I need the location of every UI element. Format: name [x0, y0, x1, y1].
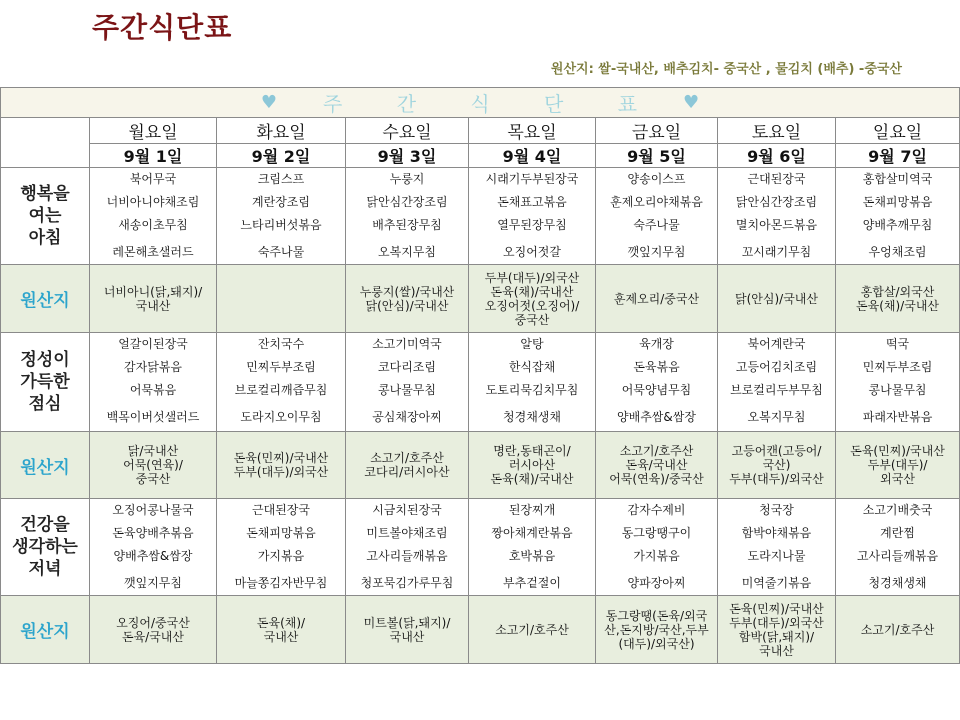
dish-item: 민찌두부조림	[862, 360, 933, 374]
dish-item: 홍합살미역국	[862, 172, 933, 186]
origin-cell: 소고기/호주산 돈육/국내산 어묵(연육)/중국산	[596, 432, 718, 499]
dish-item: 소고기미역국	[372, 337, 442, 351]
day-name: 화요일	[217, 118, 346, 144]
dish-item: 우엉채조림	[868, 245, 927, 259]
day-name: 목요일	[469, 118, 596, 144]
origin-cell: 소고기/호주산	[836, 596, 960, 664]
dish-item: 공심채장아찌	[372, 410, 442, 424]
dish-item: 양파장아찌	[627, 576, 686, 590]
dish-item: 함박야채볶음	[741, 526, 812, 540]
dish-item: 부추겉절이	[503, 576, 561, 590]
dish-item: 새송이초무침	[118, 218, 188, 232]
origin-row	[1, 432, 960, 499]
meal-cell	[836, 499, 960, 596]
meal-label: 행복을 여는 아침	[1, 168, 90, 265]
day-name: 월요일	[90, 118, 217, 144]
dish-item: 청경채생채	[503, 410, 561, 424]
dish-item: 감자닭볶음	[124, 360, 182, 374]
day-date: 9월 6일	[718, 144, 836, 168]
dish-item: 도토리묵김치무침	[485, 383, 579, 397]
dish-item: 양배추쌈&쌈장	[617, 410, 696, 424]
dish-item: 파래자반볶음	[862, 410, 933, 424]
dish-item: 훈제오리야채볶음	[610, 195, 703, 209]
origin-cell: 고등어캔(고등어/ 국산) 두부(대두)/외국산	[718, 432, 836, 499]
dish-item: 어묵볶음	[129, 383, 177, 397]
origin-cell	[217, 265, 346, 333]
day-name-row	[1, 118, 960, 144]
dish-item: 짱아채계란볶음	[491, 526, 573, 540]
dish-item: 배추된장무침	[372, 218, 442, 232]
dish-item: 가지볶음	[633, 549, 680, 563]
dish-item: 된장찌개	[508, 503, 556, 517]
origin-cell: 홍합살/외국산 돈육(채)/국내산	[836, 265, 960, 333]
dish-item: 콩나물무침	[378, 383, 436, 397]
dish-item: 고등어김치조림	[735, 360, 818, 374]
origin-note: 원산지: 쌀-국내산, 배추김치- 중국산 , 물김치 (배추) -중국산	[550, 62, 902, 77]
dish-item: 멸치아몬드볶음	[735, 218, 818, 232]
dish-item: 오복지무침	[378, 245, 436, 259]
dish-item: 너비아니야채조림	[106, 195, 200, 209]
dish-item: 육개장	[639, 337, 674, 351]
day-date: 9월 1일	[90, 144, 217, 168]
meal-cell	[596, 499, 718, 596]
banner-row	[1, 88, 960, 118]
origin-cell: 너비아니(닭,돼지)/ 국내산	[90, 265, 217, 333]
day-date: 9월 3일	[346, 144, 469, 168]
meal-cell	[90, 499, 217, 596]
meal-row	[1, 333, 960, 432]
origin-cell: 누룽지(쌀)/국내산 닭(안심)/국내산	[346, 265, 469, 333]
dish-item: 고사리들깨볶음	[366, 549, 448, 563]
dish-item: 양배추깨무침	[862, 218, 933, 232]
origin-cell: 돈육(민찌)/국내산 두부(대두)/외국산	[217, 432, 346, 499]
meal-cell	[346, 499, 469, 596]
dish-item: 돈채피망볶음	[246, 526, 316, 540]
origin-label: 원산지	[1, 432, 90, 499]
origin-cell: 소고기/호주산	[469, 596, 596, 664]
day-name: 금요일	[596, 118, 718, 144]
dish-item: 청경채생채	[868, 576, 927, 590]
dish-item: 레몬해초샐러드	[112, 245, 194, 259]
origin-cell: 오징어/중국산 돈육/국내산	[90, 596, 217, 664]
dish-item: 누룽지	[389, 172, 425, 186]
dish-item: 깻잎지무침	[124, 576, 182, 590]
origin-cell: 돈육(민찌)/국내산 두부(대두)/외국산 함박(닭,돼지)/ 국내산	[718, 596, 836, 664]
origin-cell: 소고기/호주산 코다리/러시아산	[346, 432, 469, 499]
meal-cell	[90, 333, 217, 432]
dish-item: 시래기두부된장국	[485, 172, 579, 186]
meal-cell	[836, 333, 960, 432]
dish-item: 깻잎지무침	[627, 245, 686, 259]
dish-item: 콩나물무침	[868, 383, 927, 397]
dish-item: 양배추쌈&쌈장	[113, 549, 193, 563]
day-date: 9월 7일	[836, 144, 960, 168]
dish-item: 오복지무침	[747, 410, 806, 424]
meal-cell	[718, 499, 836, 596]
dish-item: 마늘쫑김자반무침	[234, 576, 328, 590]
dish-item: 한식잡채	[508, 360, 556, 374]
dish-item: 꼬시래기무침	[741, 245, 812, 259]
origin-cell: 훈제오리/중국산	[596, 265, 718, 333]
dish-item: 청국장	[759, 503, 794, 517]
dish-item: 닭안심간장조림	[366, 195, 448, 209]
meal-cell	[346, 333, 469, 432]
header-corner	[1, 118, 90, 168]
dish-item: 미트볼야채조림	[366, 526, 448, 540]
dish-item: 동그랑땡구이	[621, 526, 692, 540]
meal-cell	[718, 168, 836, 265]
dish-item: 잔치국수	[257, 337, 305, 351]
dish-item: 감자수제비	[627, 503, 686, 517]
dish-item: 닭안심간장조림	[735, 195, 818, 209]
meal-cell	[836, 168, 960, 265]
dish-item: 돈육양배추볶음	[112, 526, 194, 540]
dish-item: 근대된장국	[747, 172, 806, 186]
dish-item: 오징어젓갈	[503, 245, 561, 259]
dish-item: 북어계란국	[747, 337, 806, 351]
dish-item: 양송이스프	[627, 172, 686, 186]
meal-cell	[469, 168, 596, 265]
banner-title: 주 간 식 단 표	[323, 92, 662, 116]
meal-cell	[469, 499, 596, 596]
meal-label: 정성이 가득한 점심	[1, 333, 90, 432]
dish-item: 돈채피망볶음	[862, 195, 933, 209]
meal-cell	[90, 168, 217, 265]
dish-item: 북어무국	[129, 172, 177, 186]
dish-item: 어묵양념무침	[621, 383, 692, 397]
meal-cell	[217, 499, 346, 596]
meal-row	[1, 499, 960, 596]
heart-icon: ♥	[683, 92, 700, 113]
dish-item: 브로컬리두부무침	[730, 383, 823, 397]
day-date: 9월 2일	[217, 144, 346, 168]
dish-item: 돈육볶음	[633, 360, 680, 374]
dish-item: 알탕	[520, 337, 544, 351]
dish-item: 민찌두부조림	[246, 360, 316, 374]
dish-item: 시금치된장국	[372, 503, 442, 517]
origin-row	[1, 265, 960, 333]
meal-cell	[217, 168, 346, 265]
meal-label: 건강을 생각하는 저녁	[1, 499, 90, 596]
day-name: 일요일	[836, 118, 960, 144]
origin-cell: 미트볼(닭,돼지)/ 국내산	[346, 596, 469, 664]
origin-cell: 명란,동태곤이/ 러시아산 돈육(채)/국내산	[469, 432, 596, 499]
dish-item: 호박볶음	[508, 549, 556, 563]
dish-item: 도라지오이무침	[240, 410, 322, 424]
dish-item: 떡국	[885, 337, 910, 351]
dish-item: 가지볶음	[257, 549, 305, 563]
origin-label: 원산지	[1, 265, 90, 333]
day-name: 수요일	[346, 118, 469, 144]
dish-item: 고사리들깨볶음	[856, 549, 939, 563]
dish-item: 숙주나물	[633, 218, 680, 232]
origin-cell: 돈육(민찌)/국내산 두부(대두)/ 외국산	[836, 432, 960, 499]
banner	[1, 88, 960, 118]
meal-cell	[718, 333, 836, 432]
dish-item: 미역줄기볶음	[741, 576, 812, 590]
dish-item: 근대된장국	[252, 503, 310, 517]
dish-item: 크림스프	[257, 172, 305, 186]
meal-cell	[596, 168, 718, 265]
date-row	[1, 144, 960, 168]
dish-item: 도라지나물	[747, 549, 806, 563]
dish-item: 얼갈이된장국	[118, 337, 188, 351]
dish-item: 브로컬리깨즙무침	[234, 383, 328, 397]
dish-item: 백목이버섯샐러드	[106, 410, 200, 424]
day-name: 토요일	[718, 118, 836, 144]
meal-cell	[217, 333, 346, 432]
dish-item: 느타리버섯볶음	[240, 218, 322, 232]
day-date: 9월 4일	[469, 144, 596, 168]
dish-item: 코다리조림	[378, 360, 436, 374]
dish-item: 청포묵김가루무침	[360, 576, 454, 590]
meal-row	[1, 168, 960, 265]
day-date: 9월 5일	[596, 144, 718, 168]
dish-item: 계란장조림	[252, 195, 310, 209]
dish-item: 숙주나물	[257, 245, 305, 259]
dish-item: 소고기배춧국	[862, 503, 933, 517]
meal-cell	[469, 333, 596, 432]
page-title: 주간식단표	[92, 11, 233, 44]
heart-icon: ♥	[260, 92, 278, 113]
dish-item: 계란찜	[880, 526, 915, 540]
origin-row	[1, 596, 960, 664]
origin-label: 원산지	[1, 596, 90, 664]
dish-item: 오징어콩나물국	[112, 503, 194, 517]
origin-cell: 닭/국내산 어묵(연육)/ 중국산	[90, 432, 217, 499]
meal-cell	[346, 168, 469, 265]
origin-cell: 동그랑땡(돈육/외국 산,돈지방/국산,두부 (대두)/외국산)	[596, 596, 718, 664]
weekly-menu-table	[0, 87, 960, 664]
dish-item: 돈채표고볶음	[497, 195, 567, 209]
origin-cell: 닭(안심)/국내산	[718, 265, 836, 333]
dish-item: 열무된장무침	[497, 218, 567, 232]
origin-cell: 돈육(채)/ 국내산	[217, 596, 346, 664]
origin-cell: 두부(대두)/외국산 돈육(채)/국내산 오징어젓(오징어)/ 중국산	[469, 265, 596, 333]
meal-cell	[596, 333, 718, 432]
